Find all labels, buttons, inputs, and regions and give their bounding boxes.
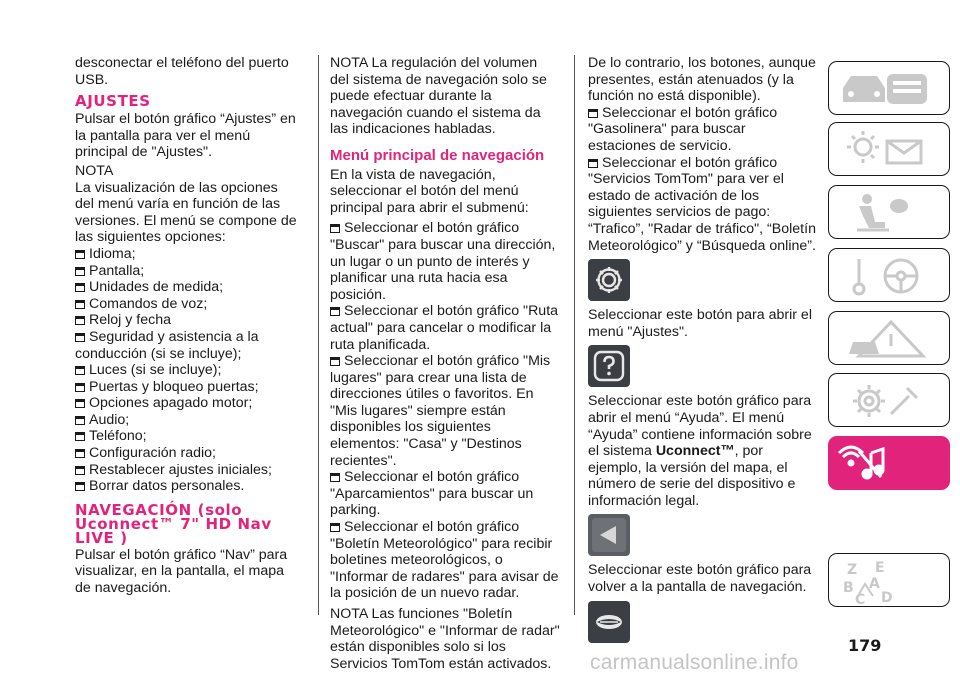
multimedia-icon: [829, 437, 951, 491]
warning-lights-icon: [829, 123, 951, 177]
bullet-icon: [75, 383, 85, 392]
paragraph: Seleccionar este botón gráfico para volver a la pantalla de navegación.: [588, 562, 812, 596]
column-divider: [574, 55, 575, 615]
bullet-icon: [75, 250, 85, 259]
section-heading-ajustes: AJUSTES: [75, 92, 151, 111]
svg-text:E: E: [875, 560, 885, 576]
car-dashboard-icon: [829, 62, 951, 116]
mouth-icon: [588, 601, 630, 643]
list-item: Seleccionar el botón gráfico "Gasolinera" para buscar estaciones de servicio.: [588, 104, 778, 154]
bullet-icon: [75, 283, 85, 292]
list-item: Borrar datos personales.: [75, 478, 300, 495]
column-3: [588, 55, 816, 649]
column-2: [330, 55, 560, 672]
index-icon: [829, 554, 951, 608]
tab-hazard[interactable]: [828, 311, 950, 365]
bullet-icon: [75, 316, 85, 325]
bullet-icon: [75, 267, 85, 276]
tab-service[interactable]: [828, 373, 950, 427]
help-icon: [588, 345, 630, 387]
bullet-icon: [75, 366, 85, 375]
list-item: Idioma;: [75, 246, 300, 263]
gear-icon: [588, 259, 630, 301]
list-item: Configuración radio;: [75, 445, 300, 462]
tab-steering-key[interactable]: [828, 248, 950, 302]
airbag-icon: [829, 186, 951, 240]
service-gear-icon: [829, 374, 951, 428]
svg-text:A: A: [869, 576, 880, 592]
list-item: Seleccionar el botón gráfico "Mis lugares" para crear una lista de direcciones útiles o favoritos. En "Mis lugares" siempre están disponibles los siguientes elementos: "Casa" y "Destinos recientes".: [330, 353, 551, 469]
watermark: carmanualsonline.info: [590, 651, 799, 674]
bullet-icon: [75, 416, 85, 425]
bullet-icon: [330, 523, 340, 532]
list-item: Pantalla;: [75, 263, 300, 280]
bullet-icon: [330, 357, 340, 366]
hazard-icon: [829, 312, 951, 366]
bullet-icon: [588, 159, 598, 168]
column-1: [75, 55, 300, 597]
back-arrow-icon: [588, 514, 630, 556]
list-item: Luces (si se incluye);: [75, 362, 300, 379]
list-item: Seleccionar el botón gráfico "Buscar" para buscar una dirección, un lugar o un punto de interés y planificar una ruta hacia esa posición.: [330, 220, 556, 303]
steering-key-icon: [829, 249, 951, 303]
section-heading-navegacion: NAVEGACIÓN (solo Uconnect™ 7" HD Nav LIVE ): [75, 500, 272, 547]
bullet-icon: [588, 109, 598, 118]
submenu-list: [330, 220, 560, 602]
bullet-icon: [75, 399, 85, 408]
list-item: Seleccionar el botón gráfico "Servicios TomTom" para ver el estado de activación de los siguientes servicios de pago: “Trafico”, "Radar de tráfico", “Boletín Meteorológico” y “Búsqueda online”.: [588, 154, 816, 254]
list-item: Teléfono;: [75, 428, 300, 445]
paragraph: Pulsar el botón gráfico “Nav” para visualizar, en la pantalla, el mapa de navegación.: [75, 546, 288, 597]
bullet-icon: [75, 333, 85, 342]
tab-car-dashboard[interactable]: [828, 61, 950, 115]
list-item: Restablecer ajustes iniciales;: [75, 462, 300, 479]
bullet-icon: [330, 307, 340, 316]
tab-airbag[interactable]: [828, 185, 950, 239]
paragraph: NOTA Las funciones "Boletín Meteorológico" e "Informar de radar" están disponibles solo si los Servicios TomTom están activados.: [330, 606, 560, 672]
paragraph: Seleccionar este botón gráfico para abrir el menú “Ayuda”. El menú “Ayuda” contiene información sobre el sistema Uconnect™, por ejemplo, la versión del mapa, el número de serie del dispositivo e información legal.: [588, 393, 812, 509]
svg-text:D: D: [881, 590, 893, 606]
svg-text:B: B: [843, 580, 854, 596]
list-item: Reloj y fecha: [75, 312, 300, 329]
subheading-menu-principal: Menú principal de navegación: [330, 146, 545, 164]
paragraph: desconectar el teléfono del puerto USB.: [75, 55, 289, 88]
svg-text:Z: Z: [847, 562, 858, 578]
list-item: Seleccionar el botón gráfico "Aparcamientos" para buscar un parking.: [330, 469, 534, 519]
tab-warning-lights[interactable]: [828, 122, 950, 176]
bullet-icon: [75, 300, 85, 309]
list-item: Opciones apagado motor;: [75, 395, 300, 412]
svg-text:C: C: [855, 592, 866, 608]
paragraph: Seleccionar este botón para abrir el menú "Ajustes".: [588, 307, 812, 340]
list-item: Puertas y bloqueo puertas;: [75, 379, 300, 396]
list-item: Seguridad y asistencia a la conducción (si se incluye);: [75, 328, 259, 362]
list-item: Seleccionar el botón gráfico "Ruta actual" para cancelar o modificar la ruta planificada.: [330, 303, 559, 353]
paragraph: En la vista de navegación, seleccionar el botón del menú principal para abrir el submenú:: [330, 166, 529, 216]
list-item: Comandos de voz;: [75, 296, 300, 313]
paragraph: NOTA La regulación del volumen del sistema de navegación solo se puede efectuar durante la navegación cuando el sistema da las indicaciones habladas.: [330, 55, 547, 138]
tab-multimedia[interactable]: [828, 436, 950, 490]
list-item: Seleccionar el botón gráfico "Boletín Meteorológico" para recibir boletines meteorológicos, o "Informar de radares" para avisar de la posición de un nuevo radar.: [330, 519, 559, 602]
tab-index[interactable]: [828, 553, 950, 607]
bullet-icon: [330, 224, 340, 233]
paragraph: De lo contrario, los botones, aunque presentes, están atenuados (y la función no está disponible).: [588, 55, 816, 105]
list-item: Unidades de medida;: [75, 279, 300, 296]
page-number: 179: [848, 636, 882, 655]
note-label: NOTA: [75, 162, 114, 179]
bullet-icon: [75, 482, 85, 491]
bullet-icon: [330, 473, 340, 482]
bullet-icon: [75, 432, 85, 441]
bullet-icon: [75, 466, 85, 475]
list-item: Audio;: [75, 412, 300, 429]
settings-options-list: [75, 246, 300, 495]
paragraph: La visualización de las opciones del menú varía en función de las versiones. El menú se compone de las siguientes opciones:: [75, 179, 297, 246]
paragraph: Pulsar el botón gráfico “Ajustes” en la pantalla para ver el menú principal de "Ajustes".: [75, 111, 296, 161]
bullet-icon: [75, 449, 85, 458]
column-divider: [318, 55, 319, 615]
